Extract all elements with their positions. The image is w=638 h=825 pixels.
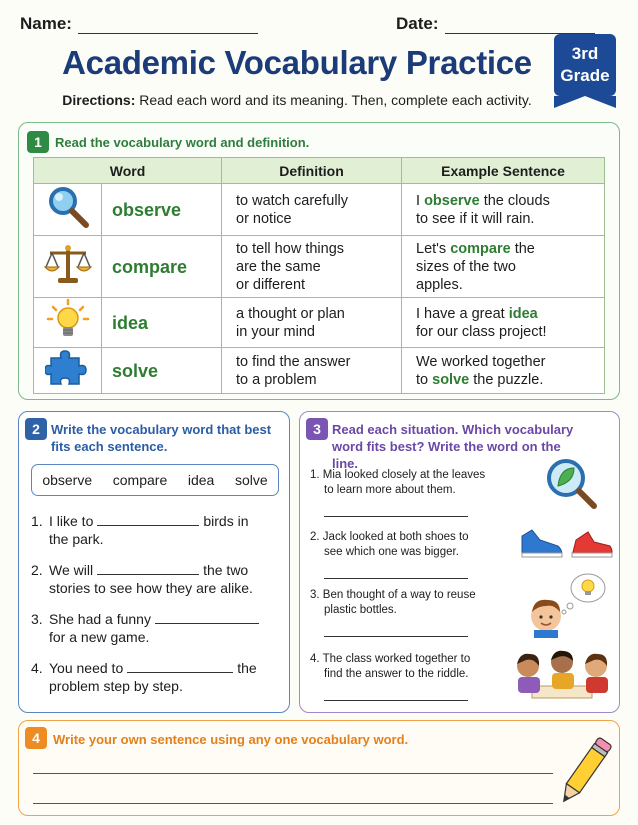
balance-scale-icon	[34, 236, 102, 298]
column-header-definition: Definition	[222, 158, 402, 184]
magnifying-glass-leaf-icon	[544, 456, 600, 512]
word-bank-item: idea	[187, 472, 215, 488]
table-row	[34, 298, 605, 348]
answer-blank[interactable]	[97, 561, 199, 575]
definition: to tell how things are the same or different	[222, 236, 402, 298]
section-number-1: 1	[27, 131, 49, 153]
answer-line[interactable]	[324, 578, 468, 579]
answer-line[interactable]	[324, 516, 468, 517]
table-row	[34, 348, 605, 394]
fill-in-list	[31, 512, 281, 708]
list-item: 4. You need to the problem step by step.	[31, 660, 257, 694]
grade-badge	[554, 34, 616, 96]
list-item: 1. Mia looked closely at the leaves to learn more about them.	[310, 468, 488, 517]
section-own-sentence	[18, 720, 620, 816]
section-vocabulary-table	[18, 122, 620, 400]
page-title: Academic Vocabulary Practice	[62, 44, 532, 81]
list-item: 4. The class worked together to find the answer to the riddle.	[310, 652, 488, 701]
vocab-word: solve	[102, 348, 222, 394]
students-group-icon	[510, 646, 614, 702]
grade-word: Grade	[560, 66, 610, 85]
directions-text: Read each word and its meaning. Then, complete each activity.	[135, 92, 532, 108]
directions-label: Directions:	[62, 92, 136, 108]
section-fill-in-blank	[18, 411, 290, 713]
section-situations	[299, 411, 620, 713]
directions	[0, 92, 594, 108]
vocabulary-table	[33, 157, 605, 394]
section-number-2: 2	[25, 418, 47, 440]
column-header-example: Example Sentence	[402, 158, 605, 184]
section-4-title: Write your own sentence using any one vocabulary word.	[53, 732, 409, 747]
table-header-row	[34, 158, 605, 184]
definition: a thought or plan in your mind	[222, 298, 402, 348]
answer-blank[interactable]	[127, 659, 233, 673]
word-bank-item: observe	[42, 472, 93, 488]
vocab-word: compare	[102, 236, 222, 298]
example-sentence: We worked together to solve the puzzle.	[402, 348, 605, 394]
list-item: 3. She had a funny for a new game.	[31, 610, 281, 646]
lightbulb-icon	[34, 298, 102, 348]
name-blank-line[interactable]	[78, 16, 258, 34]
section-number-4: 4	[25, 727, 47, 749]
table-row	[34, 236, 605, 298]
word-bank-item: solve	[234, 472, 268, 488]
list-item: 3. Ben thought of a way to reuse plastic bottles.	[310, 588, 488, 637]
pencil-icon	[557, 731, 613, 811]
vocab-word: idea	[102, 298, 222, 348]
definition: to watch carefully or notice	[222, 184, 402, 236]
section-3-title: Read each situation. Which vocabulary word fits best? Write the word on the line.	[332, 422, 574, 471]
boy-thinking-icon	[526, 572, 610, 638]
shoes-icon	[518, 522, 614, 562]
list-item: 2. Jack looked at both shoes to see which one was bigger.	[310, 530, 488, 579]
section-number-3: 3	[306, 418, 328, 440]
writing-line[interactable]	[33, 803, 553, 804]
date-field[interactable]	[396, 14, 595, 34]
vocab-word: observe	[102, 184, 222, 236]
section-2-title: Write the vocabulary word that best fits each sentence.	[51, 422, 272, 454]
writing-line[interactable]	[33, 773, 553, 774]
grade-number: 3rd	[571, 44, 599, 63]
example-sentence: I observe the clouds to see if it will rain.	[402, 184, 605, 236]
answer-line[interactable]	[324, 700, 468, 701]
section-1-title: Read the vocabulary word and definition.	[55, 135, 310, 150]
word-bank	[31, 464, 279, 496]
example-sentence: I have a great idea for our class project!	[402, 298, 605, 348]
table-row	[34, 184, 605, 236]
puzzle-piece-icon	[34, 348, 102, 394]
list-item: 2. We will the two stories to see how they are alike.	[31, 562, 253, 596]
magnifying-glass-icon	[34, 184, 102, 236]
word-bank-item: compare	[112, 472, 168, 488]
answer-line[interactable]	[324, 636, 468, 637]
name-label: Name:	[20, 14, 72, 33]
definition: to find the answer to a problem	[222, 348, 402, 394]
answer-blank[interactable]	[155, 610, 259, 624]
column-header-word: Word	[34, 158, 222, 184]
example-sentence: Let's compare the sizes of the two apples.	[402, 236, 605, 298]
date-blank-line[interactable]	[445, 16, 595, 34]
name-field[interactable]	[20, 14, 258, 34]
list-item: 1. I like to birds in the park.	[31, 513, 249, 547]
answer-blank[interactable]	[97, 512, 199, 526]
date-label: Date:	[396, 14, 439, 33]
